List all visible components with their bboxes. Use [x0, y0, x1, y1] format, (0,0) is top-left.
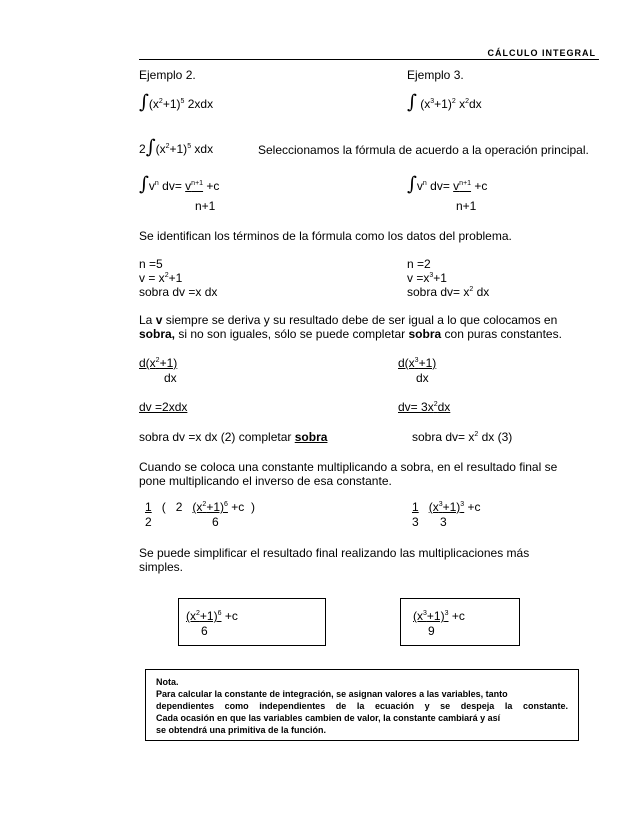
example-3-complete-sobra: sobra $dv= x^2$ dx (3) [412, 430, 513, 444]
example-2-result-denominator: 6 [201, 624, 208, 638]
integral-sign: ∫ [407, 91, 417, 113]
example-3-derivative-numerator: $d(x^3+1)$ [398, 356, 437, 370]
example-3-n-value: n =2 [407, 257, 431, 271]
select-formula-text: Seleccionamos la fórmula de acuerdo a la operación principal. [258, 143, 589, 157]
example-3-result: $(x^3+1)^3 +c$ [413, 609, 465, 623]
page-header-title: CÁLCULO INTEGRAL [487, 48, 596, 58]
constant-rule-text-line2: pone multiplicando el inverso de esa constante. [139, 474, 392, 488]
note-line-2: dependientes como independientes de la ecuación y se despeja la constante. [156, 701, 568, 711]
example-2-multiplied-den1: 2 [145, 515, 152, 529]
example-2-formula-denominator: n+1 [195, 199, 216, 213]
example-2-integral-factored: $2\int(x^2+1)^5$ xdx [139, 136, 214, 158]
example-2-n-value: n =5 [139, 257, 163, 271]
example-2-dv: dv =2xdx [139, 400, 188, 414]
example-2-multiplied-den2: 6 [212, 515, 219, 529]
example-2-result: $(x^2+1)^6 +c$ [186, 609, 238, 623]
example-3-multiplied-den2: 3 [440, 515, 447, 529]
example-3-derivative-denominator: dx [416, 371, 429, 385]
example-3-multiplied: 1 $(x^3+1)^3 +c$ [412, 500, 481, 514]
simplify-text-line2: simples. [139, 560, 184, 574]
note-line-1: Para calcular la constante de integración, se asignan valores a las variables, tanto [156, 689, 508, 699]
note-box [145, 669, 579, 741]
note-line-4: se obtendrá una primitiva de la función. [156, 725, 327, 735]
example-3-formula-denominator: n+1 [456, 199, 477, 213]
example-3-sobra-value: sobra $dv= x^2$ dx [407, 285, 490, 299]
derivative-rule-text-line1: La v siempre se deriva y su resultado debe de ser igual a lo que colocamos en [139, 313, 558, 327]
note-title: Nota. [156, 677, 179, 687]
example-3-result-denominator: 9 [428, 624, 435, 638]
example-3-integral: ∫ $(x^3+1)^2$ $x^2dx$ [407, 91, 482, 113]
example-2-heading: Ejemplo 2. [139, 68, 196, 82]
simplify-text-line1: Se puede simplificar el resultado final realizando las multiplicaciones más [139, 546, 530, 560]
integral-sign: ∫ [139, 173, 149, 195]
example-3-heading: Ejemplo 3. [407, 68, 464, 82]
example-3-v-value: $v =x^3+1$ [407, 271, 447, 285]
constant-rule-text-line1: Cuando se coloca una constante multiplicando a sobra, en el resultado final se [139, 460, 558, 474]
integral-sign: ∫ [407, 173, 417, 195]
example-2-derivative-denominator: dx [164, 371, 177, 385]
example-2-derivative-numerator: $d(x^2+1)$ [139, 356, 178, 370]
example-2-integral: $\int(x^2+1)^5$ 2xdx [139, 91, 214, 113]
identify-terms-text: Se identifican los términos de la fórmula como los datos del problema. [139, 229, 512, 243]
header-rule [139, 59, 599, 60]
integral-sign: ∫ [145, 136, 156, 158]
note-line-3: Cada ocasión en que las variables cambien de valor, la constante cambiará y así [156, 713, 501, 723]
derivative-rule-text-line2: sobra, si no son iguales, sólo se puede completar sobra con puras constantes. [139, 327, 562, 341]
example-2-formula: $\int v^n$ $dv= v^{n+1} +c$ [139, 173, 220, 195]
example-3-dv: $dv= 3x^2dx$ [398, 400, 451, 414]
example-2-multiplied: 1 ( 2 $(x^2+1)^6 +c$ ) [145, 500, 255, 514]
example-2-sobra-value: sobra dv =x dx [139, 285, 218, 299]
example-2-complete-sobra: sobra dv =x dx (2) completar sobra [139, 430, 328, 444]
integral-sign: ∫ [139, 91, 149, 113]
example-3-multiplied-den1: 3 [412, 515, 419, 529]
example-3-formula: $\int v^n$ $dv= v^{n+1} +c$ [407, 173, 488, 195]
example-2-v-value: $v = x^2+1$ [139, 271, 183, 285]
